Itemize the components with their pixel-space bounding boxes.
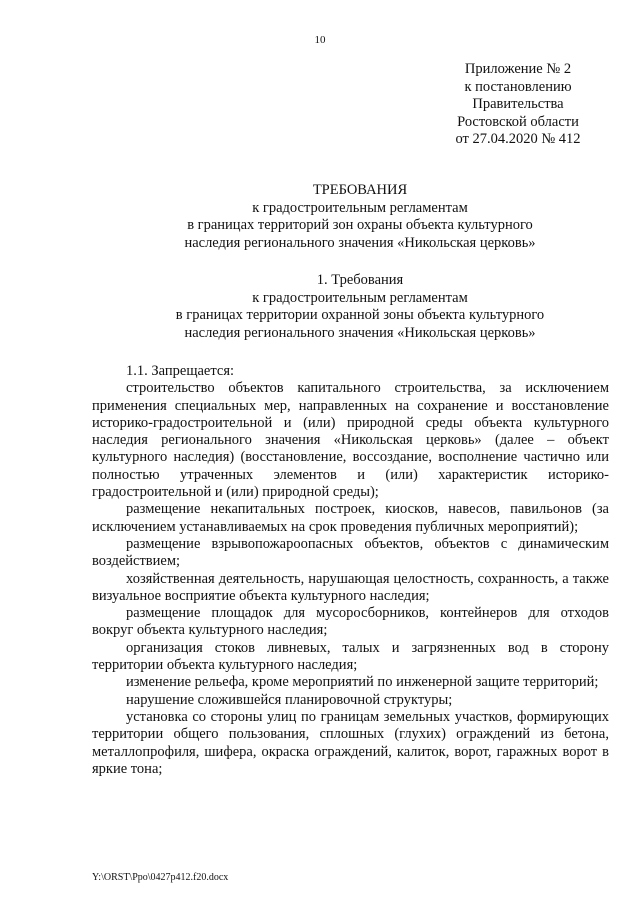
title-line: в границах территорий зон охраны объекта культурного (187, 217, 533, 234)
appendix-line: к постановлению (464, 78, 572, 95)
list-item: организация стоков ливневых, талых и загрязненных вод в сторону территории объекта культурного наследия; (92, 639, 609, 674)
appendix-line: Приложение № 2 (464, 61, 572, 77)
list-item: хозяйственная деятельность, нарушающая целостность, сохранность, а также визуальное восприятие объекта культурного наследия; (92, 570, 609, 604)
list-item: установка со стороны улиц по границам земельных участков, формирующих территории общего пользования, сплошных (глухих) ограждений из бетона, металлопрофиля, шифера, окраска ограждений, калиток, ворот, гаражных ворот в яркие тона; (92, 708, 609, 777)
appendix-reference (448, 61, 588, 149)
list-item: изменение рельефа, кроме мероприятий по инженерной защите территорий; (126, 674, 599, 691)
list-item: размещение площадок для мусоросборников, контейнеров для отходов вокруг объекта культурного наследия; (92, 605, 609, 639)
section-title-line: к градостроительным регламентам (252, 289, 468, 306)
section-title-line: в границах территории охранной зоны объекта культурного (175, 307, 545, 324)
list-item: нарушение сложившейся планировочной структуры; (126, 691, 453, 708)
appendix-line: от 27.04.2020 № 412 (455, 131, 581, 148)
list-item: размещение взрывопожароопасных объектов, объектов с динамическим воздействием; (92, 535, 609, 570)
file-path-footer: Y:\ORST\Ppo\0427p412.f20.docx (92, 872, 229, 883)
appendix-line: Ростовской области (457, 113, 579, 130)
list-item: размещение некапитальных построек, киосков, навесов, павильонов (за исключением устанавливаемых на срок проведения публичных мероприятий); (92, 501, 609, 535)
section-title (100, 272, 620, 342)
document-title (100, 182, 620, 252)
title-line: наследия регионального значения «Никольская церковь» (184, 234, 536, 251)
list-item: строительство объектов капитального строительства, за исключением применения специальных мер, направленных на сохранение и восстановление историко-градостроительной и (или) природной среды объекта культурного наследия регионального значения «Никольская церковь» (далее – объект культурного наследия) (восстановление, воссоздание, восполнение частично или полностью утраченных элементов и (или) характеристик историко-градостроительной и (или) природной среды); (92, 380, 609, 501)
title-line: к градостроительным регламентам (252, 199, 468, 216)
section-title-line: 1. Требования (316, 272, 404, 288)
document-body (92, 363, 609, 778)
appendix-line: Правительства (472, 96, 564, 113)
page-number: 10 (314, 34, 326, 46)
title-line: ТРЕБОВАНИЯ (312, 182, 408, 198)
subsection-heading: 1.1. Запрещается: (126, 363, 235, 379)
section-title-line: наследия регионального значения «Никольская церковь» (184, 324, 536, 341)
